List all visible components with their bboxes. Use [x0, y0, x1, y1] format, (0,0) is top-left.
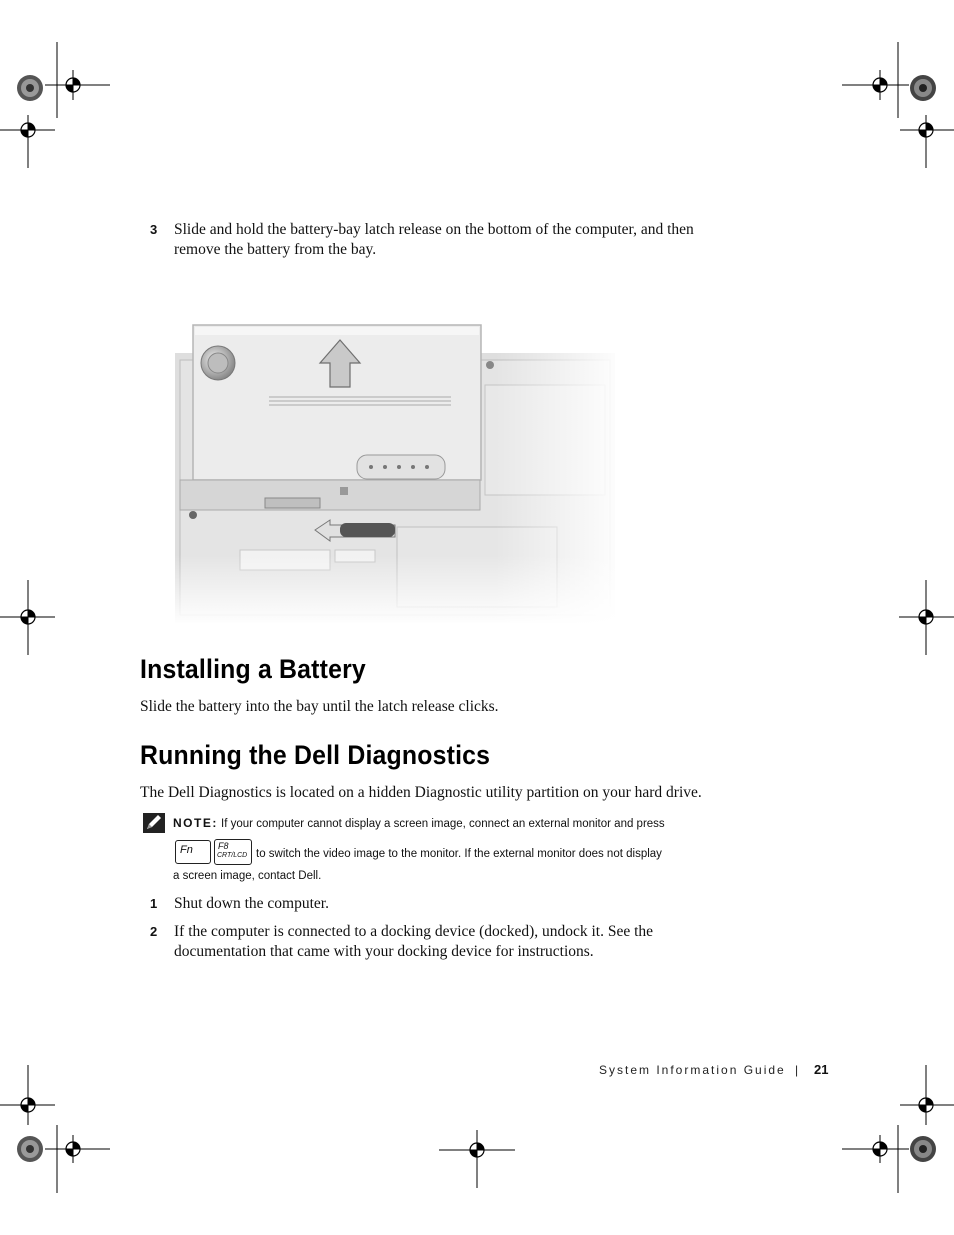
step-number: 1: [150, 896, 158, 911]
note-line-2: to switch the video image to the monitor. If the external monitor does not display: [256, 848, 662, 860]
note-line-1: NOTE: If your computer cannot display a screen image, connect an external monitor and press: [173, 816, 665, 830]
registration-mark-top-right: [834, 40, 954, 170]
footer-title: System Information Guide: [599, 1063, 786, 1077]
footer-separator: |: [795, 1063, 801, 1077]
note-label: NOTE:: [173, 816, 218, 830]
step-text: If the computer is connected to a docking device (docked), undock it. See the documentation that came with your docking device for instructions.: [174, 923, 654, 960]
section-heading-dell-diagnostics: Running the Dell Diagnostics: [140, 740, 491, 770]
registration-mark-top-left: [0, 40, 120, 170]
registration-mark-mid-right: [894, 580, 954, 656]
f8-crt-lcd-key: F8 CRT/LCD: [214, 839, 252, 865]
step-number: 3: [150, 222, 158, 237]
note-line-3: a screen image, contact Dell.: [173, 870, 322, 882]
section-heading-installing-battery: Installing a Battery: [140, 654, 366, 684]
page-number: 21: [814, 1062, 829, 1077]
battery-removal-illustration: [165, 315, 625, 625]
pencil-note-icon: [143, 813, 165, 838]
registration-mark-bottom-left: [0, 1065, 120, 1195]
step-text: Shut down the computer.: [174, 895, 329, 912]
registration-mark-bottom-center: [437, 1130, 517, 1190]
step-number: 2: [150, 924, 158, 939]
fn-key: Fn: [175, 840, 211, 864]
step-text: Slide and hold the battery-bay latch release on the bottom of the computer, and then remove the battery from the bay.: [174, 221, 694, 258]
section-body-dell-diagnostics: The Dell Diagnostics is located on a hidden Diagnostic utility partition on your hard drive.: [140, 784, 702, 801]
registration-mark-mid-left: [0, 580, 60, 656]
section-body-installing-battery: Slide the battery into the bay until the latch release clicks.: [140, 698, 499, 715]
registration-mark-bottom-right: [834, 1065, 954, 1195]
